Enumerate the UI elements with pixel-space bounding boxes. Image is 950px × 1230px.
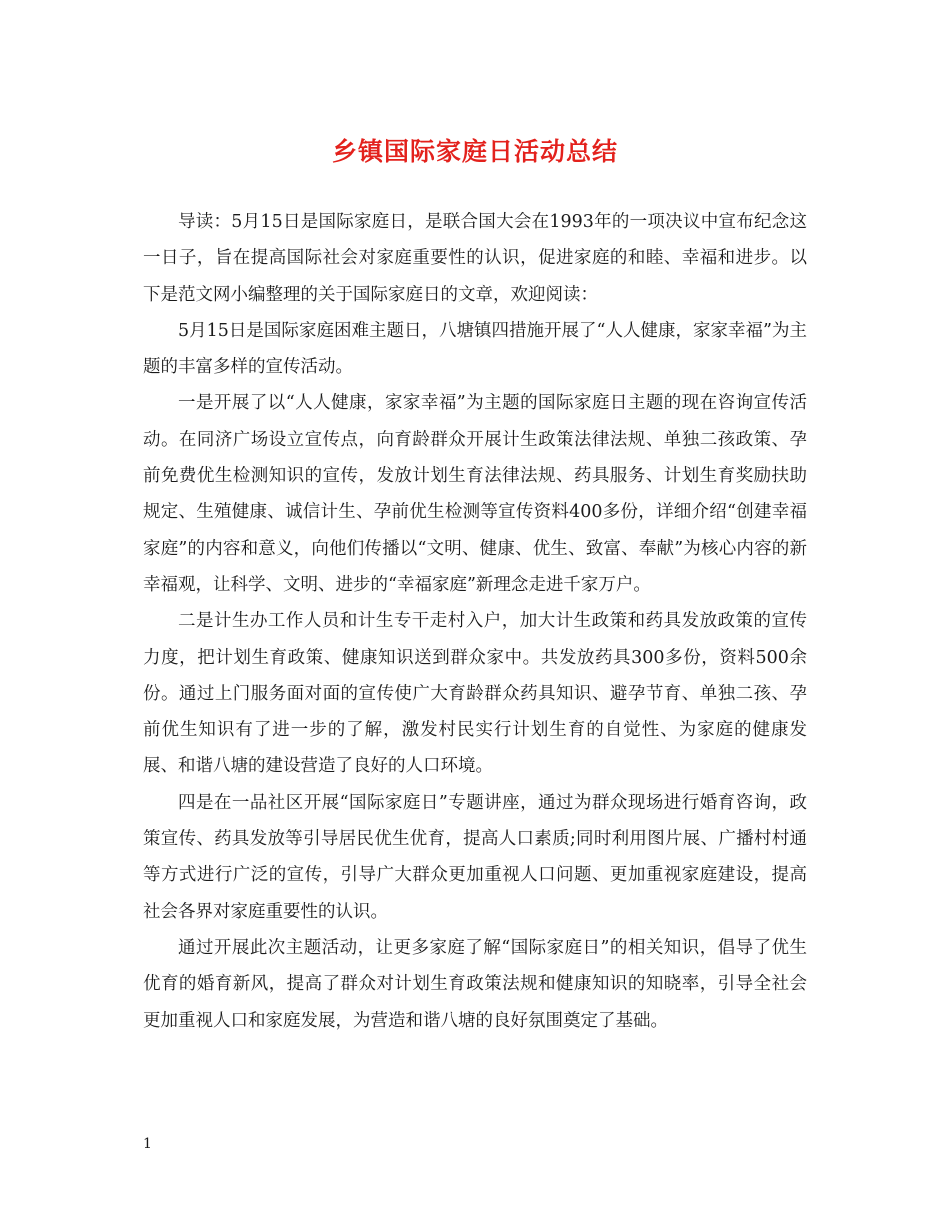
page-number: 1 (143, 1136, 152, 1152)
paragraph-measure-four: 四是在一品社区开展“国际家庭日”专题讲座，通过为群众现场进行婚育咨询，政策宣传、药具发放等引导居民优生优育，提高人口素质;同时利用图片展、广播村村通等方式进行广泛的宣传，引导广大群众更加重视人口问题、更加重视家庭建设，提高社会各界对家庭重要性的认识。 (143, 792, 807, 922)
document-body (143, 204, 807, 1039)
paragraph-overview: 5月15日是国际家庭困难主题日，八塘镇四措施开展了“人人健康，家家幸福”为主题的丰富多样的宣传活动。 (143, 320, 807, 378)
paragraph-conclusion: 通过开展此次主题活动，让更多家庭了解“国际家庭日”的相关知识，倡导了优生优育的婚育新风，提高了群众对计划生育政策法规和健康知识的知晓率，引导全社会更加重视人口和家庭发展，为营造和谐八塘的良好氛围奠定了基础。 (143, 937, 807, 1031)
paragraph-intro: 导读：5月15日是国际家庭日，是联合国大会在1993年的一项决议中宣布纪念这一日子，旨在提高国际社会对家庭重要性的认识，促进家庭的和睦、幸福和进步。以下是范文网小编整理的关于国际家庭日的文章，欢迎阅读： (143, 212, 807, 305)
paragraph-measure-two: 二是计生办工作人员和计生专干走村入户，加大计生政策和药具发放政策的宣传力度，把计划生育政策、健康知识送到群众家中。共发放药具300多份，资料500余份。通过上门服务面对面的宣传使广大育龄群众药具知识、避孕节育、单独二孩、孕前优生知识有了进一步的了解，激发村民实行计划生育的自觉性、为家庭的健康发展、和谐八塘的建设营造了良好的人口环境。 (143, 611, 807, 777)
document-title: 乡镇国际家庭日活动总结 (331, 137, 618, 166)
paragraph-measure-one: 一是开展了以“人人健康，家家幸福”为主题的国际家庭日主题的现在咨询宣传活动。在同济广场设立宣传点，向育龄群众开展计生政策法律法规、单独二孩政策、孕前免费优生检测知识的宣传，发放计划生育法律法规、药具服务、计划生育奖励扶助规定、生殖健康、诚信计生、孕前优生检测等宣传资料400多份，详细介绍“创建幸福家庭”的内容和意义，向他们传播以“文明、健康、优生、致富、奉献”为核心内容的新幸福观，让科学、文明、进步的“幸福家庭”新理念走进千家万户。 (143, 393, 807, 595)
